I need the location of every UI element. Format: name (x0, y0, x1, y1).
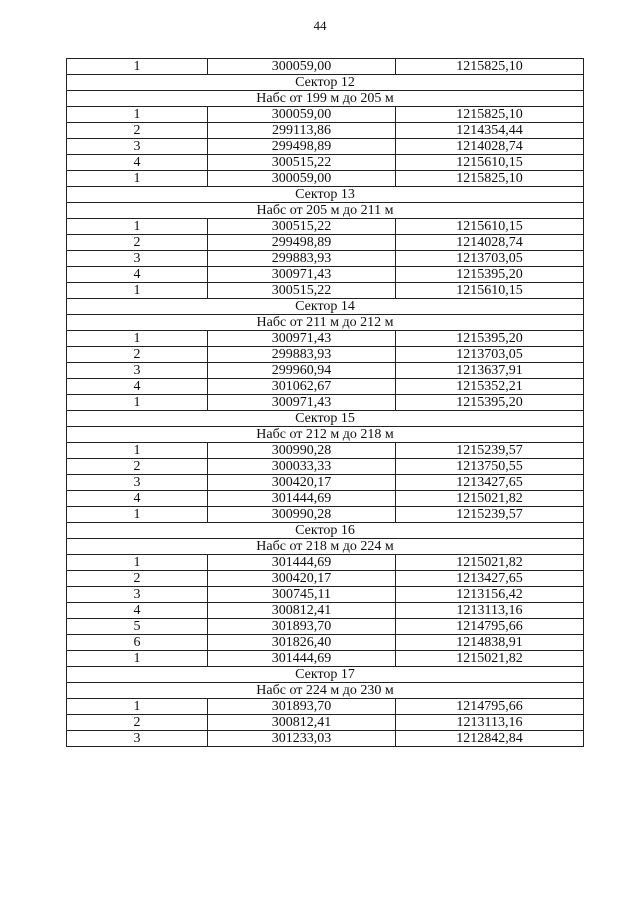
point-number-cell: 4 (67, 267, 208, 283)
table-row (67, 123, 584, 139)
point-number-cell: 4 (67, 155, 208, 171)
table-row (67, 139, 584, 155)
y-coordinate-cell: 1215825,10 (396, 171, 584, 187)
point-number-cell: 4 (67, 491, 208, 507)
table-row (67, 603, 584, 619)
table-row (67, 219, 584, 235)
table-row (67, 363, 584, 379)
x-coordinate-cell: 300812,41 (208, 715, 396, 731)
sector-title: Сектор 16 (67, 523, 584, 539)
point-number-cell: 3 (67, 731, 208, 747)
x-coordinate-cell: 300971,43 (208, 395, 396, 411)
elevation-range: Набс от 211 м до 212 м (67, 315, 584, 331)
sector-header-row (67, 523, 584, 539)
y-coordinate-cell: 1213703,05 (396, 347, 584, 363)
x-coordinate-cell: 300971,43 (208, 331, 396, 347)
elevation-range-row (67, 91, 584, 107)
elevation-range-row (67, 683, 584, 699)
y-coordinate-cell: 1213750,55 (396, 459, 584, 475)
point-number-cell: 1 (67, 107, 208, 123)
table-row (67, 283, 584, 299)
table-row (67, 171, 584, 187)
y-coordinate-cell: 1212842,84 (396, 731, 584, 747)
table-row (67, 587, 584, 603)
y-coordinate-cell: 1213113,16 (396, 715, 584, 731)
x-coordinate-cell: 299113,86 (208, 123, 396, 139)
table-row (67, 443, 584, 459)
x-coordinate-cell: 301444,69 (208, 651, 396, 667)
x-coordinate-cell: 301826,40 (208, 635, 396, 651)
sector-header-row (67, 75, 584, 91)
x-coordinate-cell: 300515,22 (208, 283, 396, 299)
x-coordinate-cell: 299883,93 (208, 251, 396, 267)
x-coordinate-cell: 300033,33 (208, 459, 396, 475)
table-row (67, 491, 584, 507)
y-coordinate-cell: 1214028,74 (396, 235, 584, 251)
x-coordinate-cell: 300990,28 (208, 443, 396, 459)
y-coordinate-cell: 1214838,91 (396, 635, 584, 651)
y-coordinate-cell: 1213637,91 (396, 363, 584, 379)
y-coordinate-cell: 1214354,44 (396, 123, 584, 139)
point-number-cell: 3 (67, 139, 208, 155)
table-row (67, 155, 584, 171)
x-coordinate-cell: 301893,70 (208, 699, 396, 715)
point-number-cell: 3 (67, 475, 208, 491)
point-number-cell: 1 (67, 555, 208, 571)
table-row (67, 107, 584, 123)
y-coordinate-cell: 1215021,82 (396, 555, 584, 571)
point-number-cell: 1 (67, 651, 208, 667)
y-coordinate-cell: 1213703,05 (396, 251, 584, 267)
x-coordinate-cell: 300420,17 (208, 475, 396, 491)
x-coordinate-cell: 300059,00 (208, 107, 396, 123)
sector-header-row (67, 187, 584, 203)
point-number-cell: 1 (67, 171, 208, 187)
table-row (67, 699, 584, 715)
y-coordinate-cell: 1215610,15 (396, 155, 584, 171)
point-number-cell: 5 (67, 619, 208, 635)
point-number-cell: 4 (67, 379, 208, 395)
coordinates-table (66, 58, 584, 747)
x-coordinate-cell: 300420,17 (208, 571, 396, 587)
point-number-cell: 2 (67, 235, 208, 251)
y-coordinate-cell: 1215395,20 (396, 331, 584, 347)
table-row (67, 459, 584, 475)
y-coordinate-cell: 1213427,65 (396, 571, 584, 587)
y-coordinate-cell: 1213156,42 (396, 587, 584, 603)
elevation-range-row (67, 427, 584, 443)
table-row (67, 475, 584, 491)
point-number-cell: 2 (67, 459, 208, 475)
point-number-cell: 1 (67, 507, 208, 523)
table-row (67, 555, 584, 571)
point-number-cell: 3 (67, 363, 208, 379)
y-coordinate-cell: 1215021,82 (396, 491, 584, 507)
x-coordinate-cell: 301444,69 (208, 491, 396, 507)
elevation-range-row (67, 315, 584, 331)
table-row (67, 507, 584, 523)
table-row (67, 235, 584, 251)
x-coordinate-cell: 300971,43 (208, 267, 396, 283)
point-number-cell: 1 (67, 699, 208, 715)
y-coordinate-cell: 1213427,65 (396, 475, 584, 491)
point-number-cell: 1 (67, 395, 208, 411)
table-row (67, 59, 584, 75)
coordinates-table-body (67, 59, 584, 747)
sector-title: Сектор 12 (67, 75, 584, 91)
table-row (67, 651, 584, 667)
x-coordinate-cell: 299960,94 (208, 363, 396, 379)
y-coordinate-cell: 1215239,57 (396, 443, 584, 459)
point-number-cell: 2 (67, 123, 208, 139)
y-coordinate-cell: 1215021,82 (396, 651, 584, 667)
y-coordinate-cell: 1215352,21 (396, 379, 584, 395)
table-row (67, 635, 584, 651)
elevation-range-row (67, 203, 584, 219)
point-number-cell: 2 (67, 715, 208, 731)
y-coordinate-cell: 1214028,74 (396, 139, 584, 155)
elevation-range: Набс от 212 м до 218 м (67, 427, 584, 443)
x-coordinate-cell: 299498,89 (208, 139, 396, 155)
x-coordinate-cell: 300515,22 (208, 155, 396, 171)
elevation-range: Набс от 218 м до 224 м (67, 539, 584, 555)
x-coordinate-cell: 301062,67 (208, 379, 396, 395)
x-coordinate-cell: 300059,00 (208, 171, 396, 187)
x-coordinate-cell: 301893,70 (208, 619, 396, 635)
sector-title: Сектор 15 (67, 411, 584, 427)
table-row (67, 251, 584, 267)
y-coordinate-cell: 1214795,66 (396, 699, 584, 715)
point-number-cell: 1 (67, 443, 208, 459)
page-number: 44 (313, 18, 327, 33)
x-coordinate-cell: 301233,03 (208, 731, 396, 747)
table-row (67, 571, 584, 587)
table-row (67, 379, 584, 395)
y-coordinate-cell: 1215825,10 (396, 107, 584, 123)
table-row (67, 395, 584, 411)
point-number-cell: 2 (67, 571, 208, 587)
x-coordinate-cell: 299498,89 (208, 235, 396, 251)
point-number-cell: 3 (67, 251, 208, 267)
point-number-cell: 2 (67, 347, 208, 363)
table-row (67, 715, 584, 731)
sector-header-row (67, 667, 584, 683)
sector-title: Сектор 17 (67, 667, 584, 683)
table-row (67, 347, 584, 363)
x-coordinate-cell: 301444,69 (208, 555, 396, 571)
x-coordinate-cell: 300990,28 (208, 507, 396, 523)
point-number-cell: 1 (67, 331, 208, 347)
sector-header-row (67, 299, 584, 315)
table-row (67, 331, 584, 347)
table-row (67, 267, 584, 283)
elevation-range-row (67, 539, 584, 555)
y-coordinate-cell: 1214795,66 (396, 619, 584, 635)
elevation-range: Набс от 224 м до 230 м (67, 683, 584, 699)
point-number-cell: 1 (67, 283, 208, 299)
y-coordinate-cell: 1215395,20 (396, 395, 584, 411)
y-coordinate-cell: 1215239,57 (396, 507, 584, 523)
point-number-cell: 3 (67, 587, 208, 603)
x-coordinate-cell: 300812,41 (208, 603, 396, 619)
table-row (67, 731, 584, 747)
x-coordinate-cell: 300745,11 (208, 587, 396, 603)
y-coordinate-cell: 1213113,16 (396, 603, 584, 619)
y-coordinate-cell: 1215395,20 (396, 267, 584, 283)
y-coordinate-cell: 1215610,15 (396, 283, 584, 299)
x-coordinate-cell: 300059,00 (208, 59, 396, 75)
point-number-cell: 6 (67, 635, 208, 651)
y-coordinate-cell: 1215610,15 (396, 219, 584, 235)
y-coordinate-cell: 1215825,10 (396, 59, 584, 75)
elevation-range: Набс от 205 м до 211 м (67, 203, 584, 219)
x-coordinate-cell: 300515,22 (208, 219, 396, 235)
x-coordinate-cell: 299883,93 (208, 347, 396, 363)
sector-title: Сектор 13 (67, 187, 584, 203)
elevation-range: Набс от 199 м до 205 м (67, 91, 584, 107)
sector-title: Сектор 14 (67, 299, 584, 315)
point-number-cell: 4 (67, 603, 208, 619)
point-number-cell: 1 (67, 219, 208, 235)
point-number-cell: 1 (67, 59, 208, 75)
table-row (67, 619, 584, 635)
sector-header-row (67, 411, 584, 427)
